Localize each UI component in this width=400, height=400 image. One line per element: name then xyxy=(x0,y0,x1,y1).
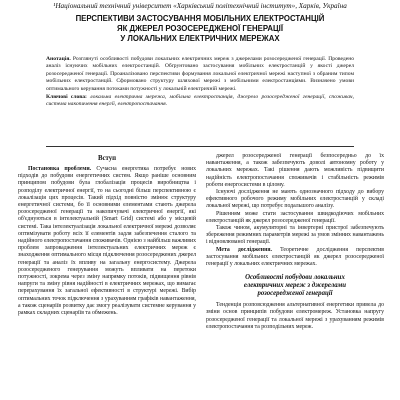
body-paragraph xyxy=(206,247,384,269)
body-paragraph: Також чином, акумуляторні та інвертерні пристрої забезпечують збереження режимних параметрів мережі за умов змінних навантажень і відновлюваної генерації. xyxy=(206,225,384,246)
keywords-label: Ключові слова: xyxy=(46,94,87,101)
section-heading-line: електричних мереж з джерелами xyxy=(243,282,347,290)
title-line: ЯК ДЖЕРЕЛ РОЗОСЕРЕДЖЕНОЇ ГЕНЕРАЦІЇ xyxy=(116,24,284,33)
keywords-line xyxy=(46,94,354,109)
right-column xyxy=(206,153,384,331)
body-paragraph xyxy=(18,166,196,317)
body-paragraph: джерел розосередженої генерації безпосередньо до їх навантаження, а також забезпечують доволі автономну роботу у локальних мережах. Такі рішення дають можливість підвищити надійність електропостачання споживачів і стабільність режимів роботи енергосистеми в цілому. xyxy=(206,153,384,188)
goal-text: Теоретичне дослідження перспектив застосування мобільних електростанцій як джерел розосередженої генерації у локальних електричних мережах. xyxy=(206,246,385,268)
paper-title xyxy=(14,14,386,44)
body-text: Сучасна енергетика потребує нових підходів до побудови енергетичних систем. Якщо раніше основним принципом побудови була глобалізація процесів виробництва і розподілу електричної енергії, то на сьогодні більш перспективною є локалізація цих процесів. Такий підхід повністю змінює структуру енергетичної системи, бо її основними елементами стають джерела розосередженої генерації та накопичувачі електричної енергії, які об'єднуються в інтелектуальній (Smart Grid) системі або у місцевій системі. Така інтелектуалізація локальної електричної мережі дозволяє оптимізувати роботу всіх її елементів задля забезпечення сталого та надійного електропостачання споживачів. Однією з найбільш важливих проблем запровадження інтелектуальних електричних мереж є знаходження оптимального місця підключення розосереджених джерел генерації та аналіз їх впливу на загальну енергосистему. Джерела розосередженого генерування можуть впливати на перетоки потужності, зокрема через зміну напрямку потоків, підвищення рівнів напруги та зміну рівня надійності в електричних мережах, що вимагає перерахування їх загальної ефективності в структурі мережі. Вибір оптимальних точок підключення з урахуванням графіків навантаження, а також сценаріїв розвитку дає змогу реалізувати системне керування у рамках складних сценаріїв та обмежень. xyxy=(18,166,197,317)
problem-statement-label: Постановка проблеми. xyxy=(28,166,92,172)
body-paragraph: Існуючі дослідження не мають однозначного підходу до вибору ефективного робочого режиму мобільних електростанцій у складі локальної мережі, що потребує подальшого аналізу. xyxy=(206,189,384,210)
section-heading-line: розосередженої генерації xyxy=(257,290,333,298)
title-line: У ЛОКАЛЬНИХ ЕЛЕКТРИЧНИХ МЕРЕЖАХ xyxy=(120,34,280,43)
author-affiliation: ¹Національний технічний університет «Харківський політехнічний інститут», Харків, Україна xyxy=(53,2,347,10)
title-line: ПЕРСПЕКТИВИ ЗАСТОСУВАННЯ МОБІЛЬНИХ ЕЛЕКТРОСТАНЦІЙ xyxy=(75,14,325,23)
left-column xyxy=(18,153,196,317)
abstract-label: Анотація. xyxy=(46,56,71,62)
body-paragraph: Тенденція розповсюдження альтернативної енергетики привела до зміни основ принципів побудови електромереж. Установка напругу розосередженої генерації та локальної мережі з урахуванням режимів електропостачання та розподільних мереж. xyxy=(206,302,384,330)
body-paragraph: Рішенням може стати застосування швидкодіючих мобільних електростанцій як джерел розосередженої генерації. xyxy=(206,210,384,224)
section-heading-intro: Вступ xyxy=(97,155,117,162)
section-heading-line: Особливості побудови локальних xyxy=(245,274,345,282)
goal-label: Мета дослідження. xyxy=(216,246,273,253)
section-heading-local-networks xyxy=(206,274,384,298)
abstract-text: Розглянуті особливості побудови локальних електричних мереж з джерелами розосередженої генерації. Проведено аналіз існуючих мобільних електростанцій. Обґрунтовано застосування мобільних електростанцій у якості джерел розосередженої генерації. Проаналізовано перспективи формування локальної електричної мережі наступної з обраним типом мобільних електростанцій. Сформовано структуру шляхової мережі з мобільними електростанціями. Визначено умови оптимального керування потоками потужності у локальній електричній мережі. xyxy=(46,56,354,92)
section-divider xyxy=(46,146,354,147)
abstract-block xyxy=(46,56,354,109)
keywords-text: локальна електрична мережа, мобільна електростанція, джерело розосередженої генерації, споживач, система накопичення енергії, електропостачання. xyxy=(46,94,354,108)
